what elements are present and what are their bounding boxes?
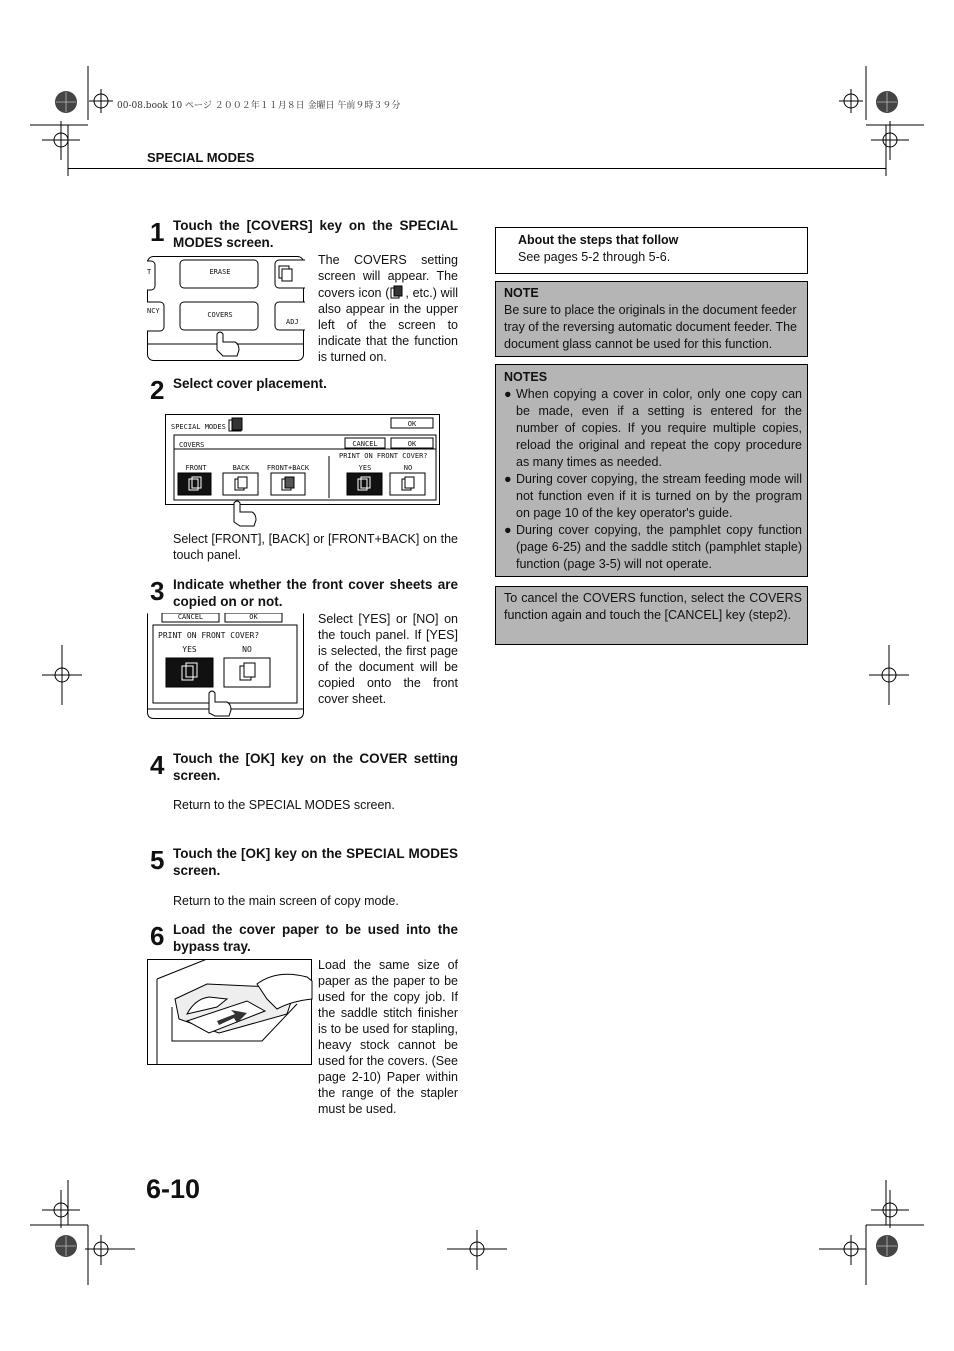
step-4-text: Return to the SPECIAL MODES screen. — [173, 798, 395, 812]
panel2-cancel-key: CANCEL — [352, 440, 378, 448]
notes-bullet: ● During cover copying, the stream feeding mode will not function even if it is turned on by the program on page 10 of the key operator's guide. — [504, 472, 802, 520]
step-5-text: Return to the main screen of copy mode. — [173, 894, 399, 908]
about-steps-text: See pages 5-2 through 5-6. — [518, 250, 671, 264]
panel2-ok-top-key: OK — [407, 420, 417, 428]
step-3-panel-illustration — [147, 613, 305, 720]
step-3-text: Select [YES] or [NO] on the touch panel. If [YES] is selected, the first page of the document will be copied onto the front cover sheet. — [318, 612, 458, 706]
section-title: SPECIAL MODES — [147, 150, 255, 165]
step-2-text: Select [FRONT], [BACK] or [FRONT+BACK] on the touch panel. — [173, 532, 458, 562]
panel2-special-modes-label: SPECIAL MODES — [171, 423, 226, 431]
about-steps-title: About the steps that follow — [518, 233, 679, 247]
panel1-right-key-2: ADJ — [286, 318, 299, 326]
page-number: 6-10 — [146, 1174, 201, 1204]
panel1-erase-key: ERASE — [209, 268, 231, 276]
step-6-title: Load the cover paper to be used into the bypass tray. — [173, 922, 458, 954]
print-header: 00-08.book 10 ページ ２００２年１１月８日 金曜日 午前９時３９分 — [117, 101, 401, 111]
panel2-no-label: NO — [403, 464, 413, 472]
panel3-cancel-key: CANCEL — [177, 613, 204, 621]
step-6-number: 6 — [150, 921, 165, 951]
step-4-title: Touch the [OK] key on the COVER setting screen. — [173, 751, 458, 783]
header-rule — [68, 168, 886, 169]
step-1-title: Touch the [COVERS] key on the SPECIAL MODES screen. — [173, 218, 458, 250]
panel2-covers-label: COVERS — [179, 441, 205, 449]
panel2-print-on-front-cover-label: PRINT ON FRONT COVER? — [339, 452, 428, 460]
panel1-covers-key: COVERS — [207, 311, 233, 319]
step-4-number: 4 — [150, 750, 165, 780]
notes-bullet: ● When copying a cover in color, only one copy can be made, even if a setting is entered for the number of copies. If you require multiple copies, reload the original and repeat the copy procedure as many times as needed. — [504, 387, 802, 469]
panel2-yes-label: YES — [358, 464, 372, 472]
covers-icon — [389, 284, 405, 300]
step-2-number: 2 — [150, 375, 165, 405]
step-3-title: Indicate whether the front cover sheets are copied on or not. — [173, 577, 458, 609]
note-box — [495, 281, 808, 357]
panel3-no-label: NO — [242, 645, 252, 654]
notes-bullet: ● During cover copying, the pamphlet copy function (page 6-25) and the saddle stitch (pamphlet staple) function (page 3-5) will not operate. — [504, 523, 802, 571]
panel3-ok-key: OK — [249, 613, 258, 621]
step-6-text: Load the same size of paper as the paper to be used for the copy job. If the saddle stitch finisher is to be used for stapling, heavy stock cannot be used for the covers. (See page 2-10) Paper within the range of the stapler must be used. — [318, 958, 458, 1116]
notes-box — [495, 364, 808, 577]
note-title: NOTE — [504, 286, 539, 300]
step-2-title: Select cover placement. — [173, 376, 327, 391]
cancel-covers-text: To cancel the COVERS function, select the COVERS function again and touch the [CANCEL] key (step2). — [504, 591, 802, 622]
panel2-ok-key: OK — [407, 440, 417, 448]
notes-title: NOTES — [504, 370, 548, 384]
bypass-tray-illustration — [147, 959, 313, 1066]
step-1-text: The COVERS setting screen will appear. The covers icon ( , etc.) will also appear in the upper left of the screen to indicate that the function is turned on. — [318, 253, 459, 364]
note-text: Be sure to place the originals in the document feeder tray of the reversing automatic document feeder. The document glass cannot be used for this function. — [504, 303, 797, 351]
panel3-print-on-front-cover-label: PRINT ON FRONT COVER? — [158, 631, 260, 640]
panel1-left-key-2: NCY — [147, 307, 160, 315]
panel2-front-label: FRONT — [185, 464, 207, 472]
about-steps-box — [495, 227, 808, 274]
panel2-back-label: BACK — [232, 464, 250, 472]
panel3-yes-label: YES — [182, 645, 197, 654]
step-5-number: 5 — [150, 845, 165, 875]
panel2-front-back-label: FRONT+BACK — [266, 464, 310, 472]
cancel-covers-box — [495, 586, 808, 645]
step-3-number: 3 — [150, 576, 165, 606]
step-1-number: 1 — [150, 217, 165, 247]
panel1-left-key-1: T — [147, 268, 152, 276]
step-5-title: Touch the [OK] key on the SPECIAL MODES screen. — [173, 846, 458, 878]
